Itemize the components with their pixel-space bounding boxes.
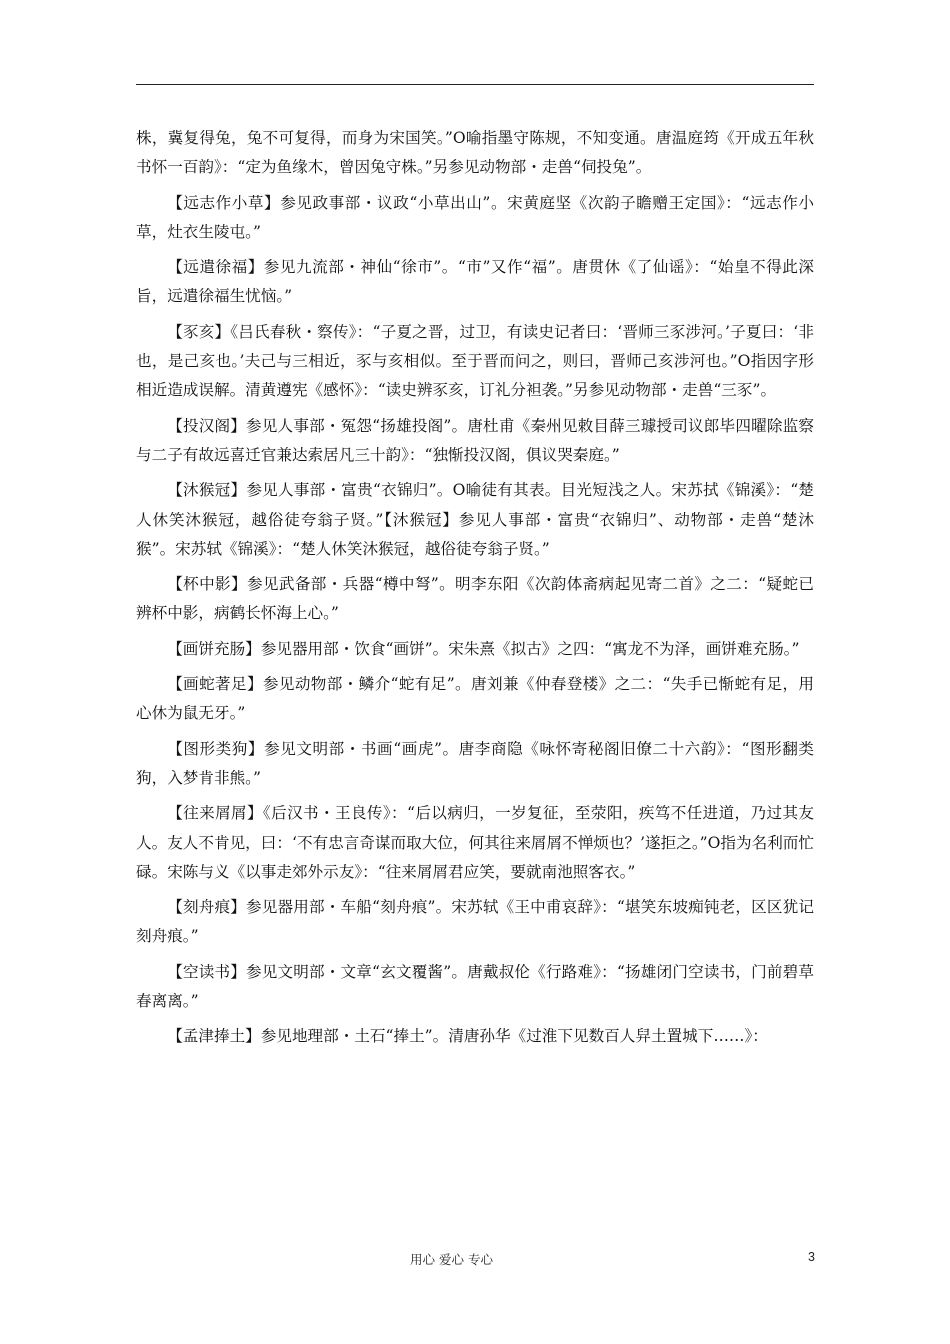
entry-paragraph: 【空读书】参见文明部・文章“玄文覆酱”。唐戴叔伦《行路难》：“扬雄闭门空读书，门前碧草春离离。” <box>136 962 814 1011</box>
entry-paragraph: 【杯中影】参见武备部・兵器“樽中弩”。明李东阳《次韵体斋病起见寄二首》之二：“疑蛇已辨杯中影，病鹤长怀海上心。” <box>136 575 814 623</box>
entry-paragraph: 【孟津捧土】参见地理部・土石“捧土”。清唐孙华《过淮下见数百人舁土置城下……》： <box>167 1027 768 1046</box>
paragraph-continuation: 株，冀复得兔，兔不可复得，而身为宋国笑。”O喻指墨守陈规，不知变通。唐温庭筠《开成五年秋书怀一百韵》：“定为鱼缘木，曾因兔守株。”另参见动物部・走兽“伺投兔”。 <box>136 129 814 177</box>
entry-paragraph: 【画饼充肠】参见器用部・饮食“画饼”。宋朱熹《拟古》之四：“寓龙不为泽，画饼难充肠。” <box>167 639 800 658</box>
entry-paragraph: 【远志作小草】参见政事部・议政“小草出山”。宋黄庭坚《次韵子瞻赠王定国》：“远志作小草，灶衣生陵屯。” <box>136 193 814 241</box>
entry-paragraph: 【图形类狗】参见文明部・书画“画虎”。唐李商隐《咏怀寄秘阁旧僚二十六韵》：“图形翻类狗，入梦肯非熊。” <box>136 739 814 787</box>
entry-paragraph: 【沐猴冠】参见人事部・富贵“衣锦归”。O喻徒有其表。目光短浅之人。宋苏拭《锦溪》：“楚人休笑沐猴冠，越俗徒夸翁子贤。”【沐猴冠】参见人事部・富贵“衣锦归”、动物部・走兽“楚沐猴”。宋苏轼《锦溪》：“楚人休笑沐猴冠，越俗徒夸翁子贤。” <box>136 481 814 558</box>
entry-paragraph: 【往来屑屑】《后汉书・王良传》：“后以病归，一岁复征，至荥阳，疾笃不任进道，乃过其友人。友人不肯见，曰：‘不有忠言奇谋而取大位，何其往来屑屑不惮烦也？’遂拒之。”O指为名利而忙碌。宋陈与义《以事走郊外示友》：“往来屑屑君应笑，要就南池照客衣。” <box>136 804 814 881</box>
header-rule <box>136 84 814 85</box>
entry-paragraph: 【刻舟痕】参见器用部・车船“刻舟痕”。宋苏轼《王中甫哀辞》：“堪笑东坡痴钝老，区区犹记刻舟痕。” <box>136 898 814 946</box>
entry-paragraph: 【豕亥】《吕氏春秋・察传》：“子夏之晋，过卫，有读史记者曰：‘晋师三豕涉河。’子夏曰：‘非也，是己亥也。’夫己与三相近，豕与亥相似。至于晋而问之，则曰，晋师己亥涉河也。”O指因字形相近造成误解。清黄遵宪《感怀》：“读史辨豕亥，订礼分袒袭。”另参见动物部・走兽“三豕”。 <box>136 322 814 400</box>
document-body <box>136 124 814 1058</box>
page-number: 3 <box>808 1250 815 1264</box>
entry-paragraph: 【画蛇著足】参见动物部・鳞介“蛇有足”。唐刘兼《仲春登楼》之二：“失手已惭蛇有足，用心休为鼠无牙。” <box>136 675 814 723</box>
entry-paragraph: 【投汉阁】参见人事部・冤怨“扬雄投阁”。唐杜甫《秦州见敕目薛三璩授司议郎毕四曜除监察与二子有故远喜迁官兼达索居凡三十韵》：“独惭投汉阁，俱议哭秦庭。” <box>136 416 814 464</box>
entry-paragraph: 【远遣徐福】参见九流部・神仙“徐市”。“市”又作“福”。唐贯休《了仙谣》：“始皇不得此深旨，远遣徐福生忧恼。” <box>136 258 814 306</box>
footer-motto: 用心 爱心 专心 <box>410 1252 493 1267</box>
